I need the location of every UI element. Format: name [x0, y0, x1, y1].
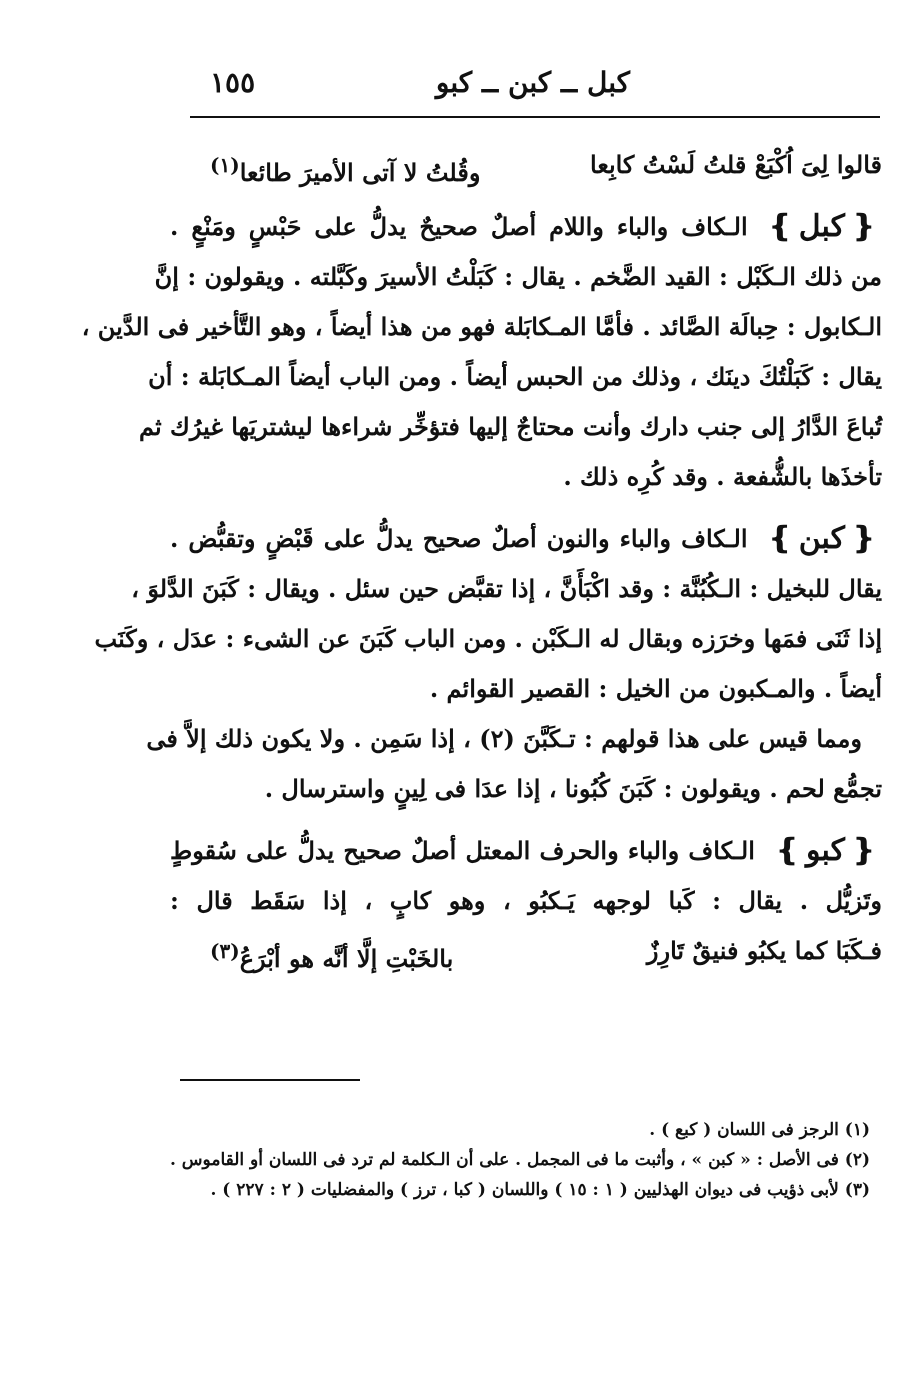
page-number: ١٥٥: [210, 66, 256, 99]
entry-text-line: من ذلك الـكَبْل : القيد الضَّخم . يقال : كَبَلْتُ الأسيرَ وكَبَّلته . ويقولون : إنَّ: [154, 262, 882, 291]
footnote: (٣) لأبى ذؤيب فى ديوان الهذليين ( ١ : ١٥ ) واللسان ( كبا ، ترز ) والمفضليات ( ٢ : ٢٢٧ ) .: [210, 1180, 870, 1200]
quoted-verse: [170, 926, 882, 976]
entry-text-line: الـكاف والباء والنون أصلٌ صحيح يدلُّ على قَبْضٍ وتقبُّض .: [170, 524, 748, 553]
verse-hemistich: بالخَبْتِ إلَّا أنَّه هو أبْرَعُ$^{(٣)}$: [210, 939, 454, 973]
footnote-ref: (٣): [210, 939, 240, 963]
ornament-icon: ❵: [767, 209, 793, 244]
entry-text-line: وتَزيُّل . يقال : كَبا لوجهه يَـكبُو ، وهو كابٍ ، إذا سَقَط قال :: [170, 886, 882, 915]
entry-text-line: الـكابول : حِبالَة الصَّائد . فأمَّا المـكابَلة فهو من هذا أيضاً ، وهو التَّأخير فى الدَّين ،: [81, 312, 882, 341]
ornament-icon: ❵: [767, 521, 793, 556]
ornament-icon: ❴: [850, 521, 876, 556]
footnote: (٢) فى الأصل : « كبن » ، وأثبت ما فى المجمل . على أن الـكلمة لم ترد فى اللسان أو القاموس .: [169, 1150, 870, 1170]
footnote-rule: [180, 1079, 360, 1081]
running-head: كبل ــ كبن ــ كبو: [435, 66, 630, 99]
entry-text-line: يقال للبخيل : الـكُبُنَّة : وقد اكْبَأَنَّ ، إذا تقبَّض حين سئل . ويقال : كَبَنَ الدَّلوَ ،: [131, 574, 882, 603]
footnotes: [169, 1115, 870, 1205]
entry-kabl-first-line: [170, 202, 882, 252]
footnote: (١) الرجز فى اللسان ( كبع ) .: [649, 1120, 870, 1140]
page-body: [81, 140, 882, 976]
entry-text-line: تجمُّع لحم . ويقولون : كَبَنَ كُبُونا ، إذا عدَا فى لِينٍ واسترسال .: [264, 774, 882, 803]
opening-verse: [170, 140, 882, 190]
verse-hemistich: قالوا لِىَ اُكْبَعْ قلتُ لَسْتُ كابِعا: [590, 150, 882, 179]
footnote-ref: (١): [210, 153, 240, 177]
entry-headword: ❴ كبل ❵: [762, 202, 882, 252]
ornament-icon: ❵: [774, 833, 801, 868]
entry-text-line: تأخذَها بالشُّفعة . وقد كُرِه ذلك .: [563, 462, 882, 491]
entry-text-line: أيضاً . والمـكبون من الخيل : القصير القوائم .: [429, 674, 882, 703]
entry-kabw-first-line: [170, 826, 882, 876]
ornament-icon: ❴: [850, 209, 876, 244]
entry-kabn-first-line: [170, 514, 882, 564]
ornament-icon: ❴: [850, 833, 876, 868]
entry-headword: ❴ كبو ❵: [769, 826, 882, 876]
entry-text-line: تُباعَ الدَّارُ إلى جنب دارك وأنت محتاجٌ إليها فتؤخِّر شراءها ليشتريَها غيرُك ثم: [139, 412, 882, 441]
page-header: [190, 62, 880, 102]
entry-text-line: الـكاف والباء والحرف المعتل أصلٌ صحيح يدلُّ على سُقوطٍ: [170, 836, 755, 865]
verse-hemistich: وقُلتُ لا آتى الأميرَ طائعا$^{(١)}$: [210, 153, 481, 187]
header-rule: [190, 116, 880, 118]
entry-text-line: إذا ثَنَى فمَها وخرَزه وبقال له الـكَبْن . ومن الباب كَبَنَ عن الشىء : عدَل ، وكَنَب: [94, 624, 882, 653]
entry-headword: ❴ كبن ❵: [762, 514, 882, 564]
entry-text-line: الـكاف والباء واللام أصلٌ صحيحٌ يدلُّ على حَبْسٍ ومَنْعٍ .: [170, 212, 748, 241]
entry-text-line: ومما قيس على هذا قولهم : تـكَبَّنَ (٢) ، إذا سَمِن . ولا يكون ذلك إلاَّ فى: [146, 724, 862, 753]
verse-hemistich: فـكَبَا كما يكبُو فنيقٌ تَارِزٌ: [646, 936, 882, 965]
entry-text-line: يقال : كَبَلْتُكَ دينَك ، وذلك من الحبس أيضاً . ومن الباب أيضاً المـكابَلة : أن: [148, 362, 882, 391]
